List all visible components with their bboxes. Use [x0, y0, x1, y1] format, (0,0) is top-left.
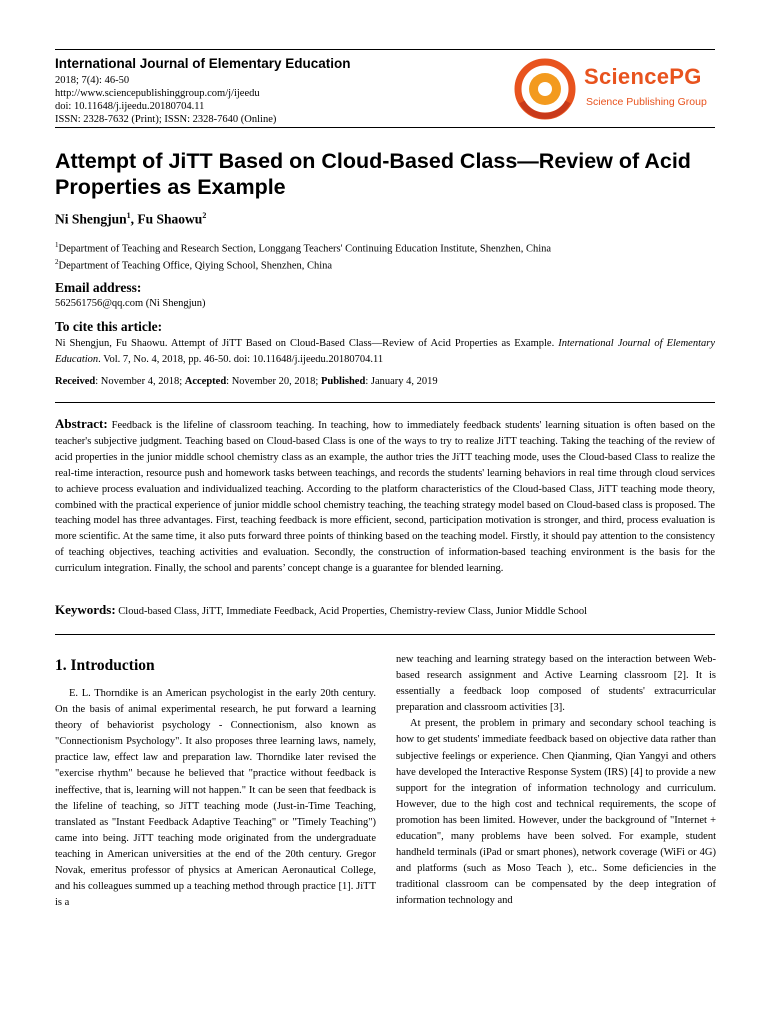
paragraph: new teaching and learning strategy based on the interaction between Web-based research assignment and Active Learning classroom [2]. It is essentially a feedback loop composed of students' extracurricular preparation and classroom activities [3]. — [396, 654, 716, 714]
email-address[interactable]: 562561756@qq.com (Ni Shengjun) — [55, 298, 206, 309]
abstract — [55, 416, 715, 577]
abstract-top-rule — [55, 402, 715, 403]
header-bottom-rule — [55, 127, 715, 128]
keywords — [55, 602, 715, 618]
author-name: Ni Shengjun — [55, 211, 127, 227]
body-column-right — [396, 652, 716, 910]
affiliation-1 — [55, 241, 551, 255]
citation-details: . Vol. 7, No. 4, 2018, pp. 46-50. doi: 10.11648/j.ijeedu.20180704.11 — [98, 354, 384, 365]
received-label: Received — [55, 376, 96, 387]
affiliation-text: Department of Teaching and Research Section, Longgang Teachers' Continuing Education Institute, Shenzhen, China — [58, 243, 552, 255]
published-label: Published — [320, 376, 366, 387]
author-affil-mark: 1 — [126, 211, 131, 220]
sciencepg-logo — [512, 58, 717, 120]
affiliation-mark: 2 — [55, 258, 59, 266]
keywords-label: Keywords: — [55, 602, 116, 617]
journal-title: International Journal of Elementary Education — [55, 56, 351, 71]
abstract-label: Abstract: — [55, 416, 108, 431]
header-doi: doi: 10.11648/j.ijeedu.20180704.11 — [55, 101, 205, 112]
keywords-text: Cloud-based Class, JiTT, Immediate Feedback, Acid Properties, Chemistry-review Class, Junior Middle School — [115, 606, 588, 617]
cite-heading: To cite this article: — [55, 319, 163, 334]
accepted-label: Accepted — [184, 376, 227, 387]
published-date: : January 4, 2019 — [365, 376, 438, 387]
citation-text — [55, 336, 715, 368]
section-heading-introduction: 1. Introduction — [55, 657, 155, 674]
article-dates — [55, 376, 438, 387]
paragraph: At present, the problem in primary and secondary school teaching is how to get students' immediate feedback based on objective data rather than subjective feelings or experience. Chen Qianming, Qian Yangyi and others have developed the Interactive Response System (IRS) [4] to provide a new support for the integration of information technology and curriculum. However, due to the high cost and technical requirements, the scope of promotion has been limited. However, under the background of "Internet + education", many problems have been solved. For example, student handheld terminals (iPad or smart phones), network coverage (WiFi or 4G) and platforms (such as Moso Teach ), etc.. Some deficiencies in the traditional classroom can be compensated by the deep integration of information technology and — [396, 718, 716, 907]
keywords-bottom-rule — [55, 634, 715, 635]
volume-line: 2018; 7(4): 46-50 — [55, 75, 130, 86]
logo-name: SciencePG — [584, 64, 702, 89]
article-title: Attempt of JiTT Based on Cloud-Based Class—Review of Acid Properties as Example — [55, 149, 691, 199]
author-list — [55, 211, 206, 228]
email-heading: Email address: — [55, 280, 142, 295]
paragraph: E. L. Thorndike is an American psychologist in the early 20th century. On the basis of animal experimental research, he put forward a learning theory of behaviorist psychology - Connectionism, also known as "Connectionism Psychology". It also proposes three learning laws, namely, practice law, effect law and preparation law. Thorndike later revised the "exercise rhythm" because he believed that "practice without feedback is ineffective, that is, learning will not happen." It can be seen that feedback is the lifeline of teaching, so JiTT teaching mode (Just-in-Time Teaching, translated as "Instant Feedback Adaptive Teaching" or "Timely Teaching") came into being. JiTT teaching mode originated from the undergraduate teaching in American universities at the end of the 20th century. Gregor Novak, emeritus professor of physics at American Aeronautical College, and his colleagues summed up a teaching method through practice [1]. JiTT is a — [55, 688, 376, 909]
body-column-left — [55, 686, 376, 911]
author-separator: , — [130, 211, 138, 227]
header-top-rule — [55, 49, 715, 50]
logo-subtitle: Science Publishing Group — [586, 96, 707, 108]
journal-url[interactable]: http://www.sciencepublishinggroup.com/j/ijeedu — [55, 88, 260, 99]
issn-line: ISSN: 2328-7632 (Print); ISSN: 2328-7640 (Online) — [55, 114, 277, 125]
received-date: : November 4, 2018; — [95, 376, 185, 387]
sciencepg-emblem-icon — [512, 58, 580, 120]
citation-journal: International Journal of Elementary Education — [55, 338, 715, 365]
abstract-text: Feedback is the lifeline of classroom teaching. In teaching, how to immediately feedback students' learning situation is often based on the teacher's subjective judgment. Teaching based on Cloud-based Class is one of the ways to try to realize JiTT teaching. Taking the teaching of the review of acid properties in the junior middle school chemistry class as an example, the author tries the JiTT teaching mode, uses the Cloud-based Class to realize the real-time interaction, resource push and homework tasks between teachings, and records the students' learning behaviors in real time through cloud services to achieve process evaluation and individualized teaching. According to the platform characteristics of the Cloud-based Class, JiTT teaching mode theory, combined with the practical experience of junior middle school chemistry teaching, the teaching strategy model based on Cloud-based class is proposed. The teaching model has three advantages. First, teaching feedback is more efficient, second, participation motivation is stronger, and third, process evaluation is more scientific. At the same time, it also puts forward three points of thinking based on the teaching model. Firstly, it should pay attention to the consistency of teaching objectives, teaching activities and evaluation. Secondly, the construction of information-based teaching environment is the basis for the curriculum integration. Finally, the school and parents’ concept change is a guarantee for blended learning. — [55, 420, 715, 575]
affiliation-2 — [55, 258, 332, 272]
affiliation-mark: 1 — [55, 241, 59, 249]
author-affil-mark: 2 — [202, 211, 207, 220]
affiliation-text: Department of Teaching Office, Qiying School, Shenzhen, China — [58, 260, 333, 272]
accepted-date: : November 20, 2018; — [226, 376, 321, 387]
author-name: Fu Shaowu — [137, 211, 203, 227]
citation-body: Ni Shengjun, Fu Shaowu. Attempt of JiTT Based on Cloud-Based Class—Review of Acid Properties as Example. — [55, 338, 559, 349]
